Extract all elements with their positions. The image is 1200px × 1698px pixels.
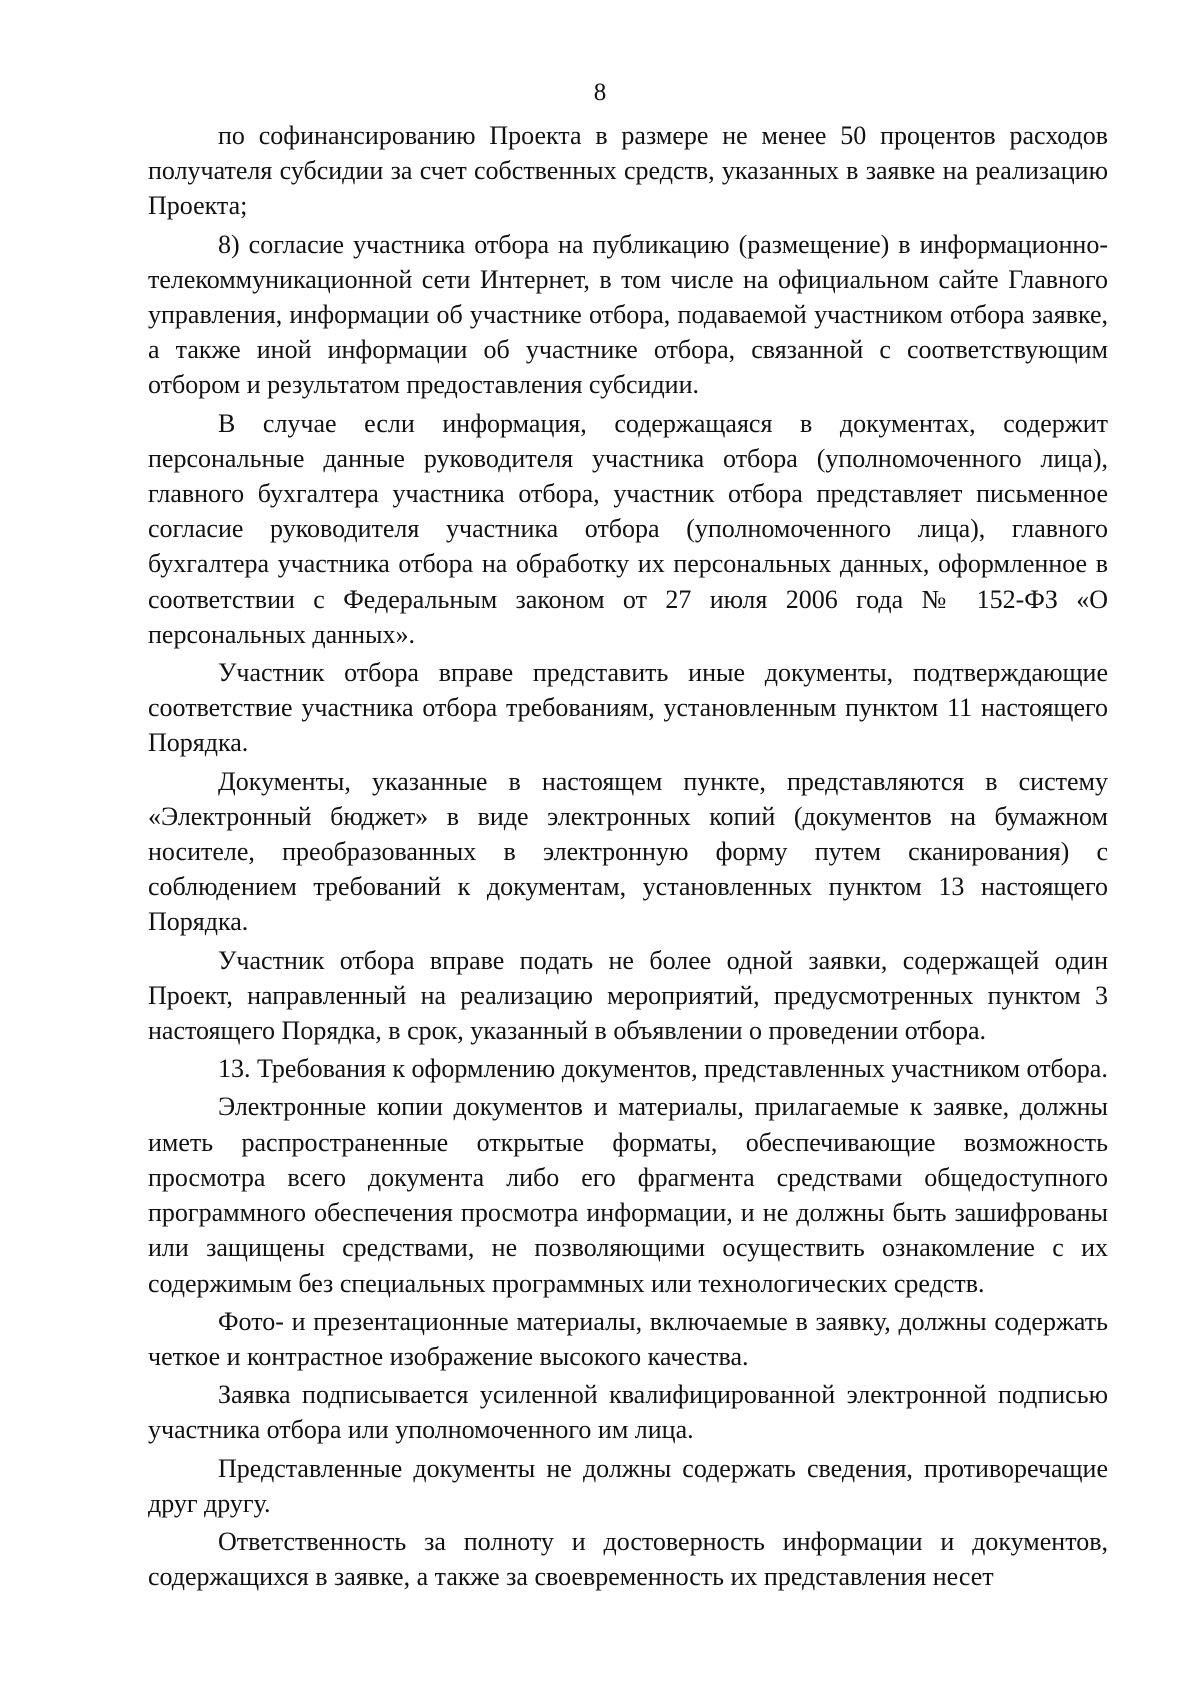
paragraph-section-13-heading: 13. Требования к оформлению документов, представленных участником отбора.	[218, 1054, 1108, 1084]
paragraph-cofinancing: по софинансированию Проекта в размере не менее 50 процентов расходов получателя субсидии за счет собственных средств, указанных в заявке на реализацию Проекта;	[148, 121, 1108, 221]
paragraph-personal-data: В случае если информация, содержащаяся в документах, содержит персональные данные руководителя участника отбора (уполномоченного лица), главного бухгалтера участника отбора, участник отбора представляет письменное согласие руководителя участника отбора (уполномоченного лица), главного бухгалтера участника отбора на обработку их персональных данных, оформленное в соответствии с Федеральным законом от 27 июля 2006 года № 152-ФЗ «О персональных данных».	[148, 408, 1108, 649]
paragraph-photo-materials: Фото- и презентационные материалы, включаемые в заявку, должны содержать четкое и контрастное изображение высокого качества.	[148, 1306, 1108, 1371]
paragraph-item-8-consent: 8) согласие участника отбора на публикацию (размещение) в информационно-телекоммуникационной сети Интернет, в том числе на официальном сайте Главного управления, информации об участнике отбора, подаваемой участником отбора заявке, а также иной информации об участнике отбора, связанной с соответствующим отбором и результатом предоставления субсидии.	[148, 229, 1108, 400]
paragraph-responsibility: Ответственность за полноту и достоверность информации и документов, содержащихся в заявке, а также за своевременность их представления несет	[148, 1526, 1108, 1592]
paragraph-no-contradictions: Представленные документы не должны содержать сведения, противоречащие друг другу.	[148, 1453, 1108, 1518]
paragraph-signature: Заявка подписывается усиленной квалифицированной электронной подписью участника отбора или уполномоченного им лица.	[148, 1380, 1108, 1445]
paragraph-electronic-copies: Электронные копии документов и материалы, прилагаемые к заявке, должны иметь распространенные открытые форматы, обеспечивающие возможность просмотра всего документа либо его фрагмента средствами общедоступного программного обеспечения просмотра информации, и не должны быть зашифрованы или защищены средствами, не позволяющими осуществить ознакомление с их содержимым без специальных программных или технологических средств.	[148, 1092, 1108, 1298]
document-body	[148, 118, 1108, 1594]
paragraph-one-application: Участник отбора вправе подать не более одной заявки, содержащей один Проект, направленный на реализацию мероприятий, предусмотренных пунктом 3 настоящего Порядка, в срок, указанный в объявлении о проведении отбора.	[148, 945, 1108, 1046]
paragraph-other-documents: Участник отбора вправе представить иные документы, подтверждающие соответствие участника отбора требованиям, установленным пунктом 11 настоящего Порядка.	[148, 658, 1108, 758]
paragraph-electronic-budget: Документы, указанные в настоящем пункте, представляются в систему «Электронный бюджет» в виде электронных копий (документов на бумажном носителе, преобразованных в электронную форму путем сканирования) с соблюдением требований к документам, установленных пунктом 13 настоящего Порядка.	[148, 766, 1108, 937]
page-number: 8	[593, 79, 607, 106]
